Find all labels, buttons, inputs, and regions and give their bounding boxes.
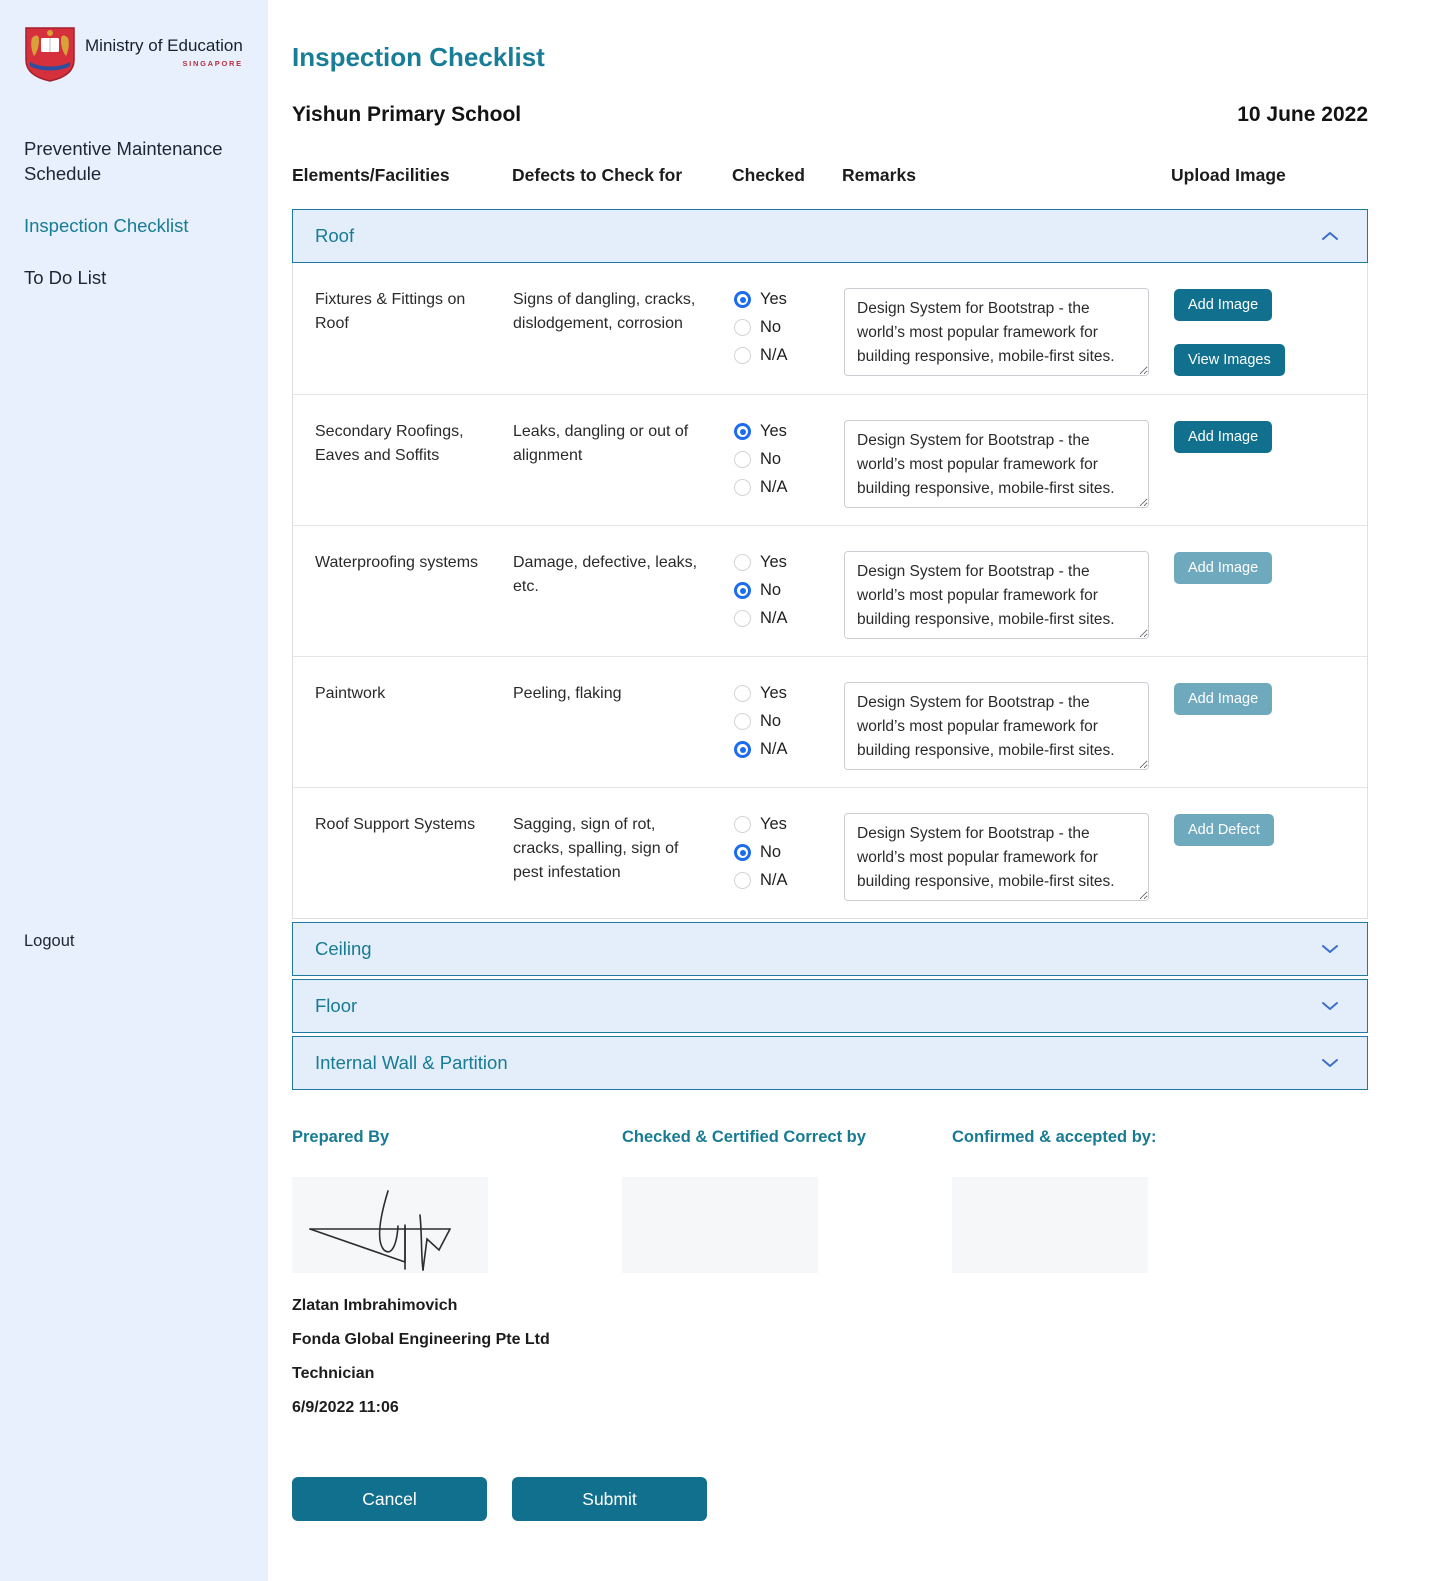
preparer-datetime: 6/9/2022 11:06 <box>292 1399 399 1416</box>
element-label: Fixtures & Fittings on Roof <box>315 291 466 332</box>
defects-label: Leaks, dangling or out of alignment <box>513 423 689 464</box>
element-label: Secondary Roofings, Eaves and Soffits <box>315 423 464 464</box>
school-row <box>292 103 1368 127</box>
sidebar-item-to-do-list[interactable]: To Do List <box>24 266 107 288</box>
remarks-cell <box>844 420 1174 525</box>
checked-certified-signature-box[interactable] <box>622 1177 818 1273</box>
radio-icon[interactable] <box>734 347 751 364</box>
checklist-rows <box>292 263 1368 919</box>
radio-icon[interactable] <box>734 291 751 308</box>
table-row <box>293 787 1367 918</box>
section-title: Roof <box>315 225 355 246</box>
chevron-up-icon[interactable] <box>1321 231 1339 241</box>
radio-label: Yes <box>760 290 787 308</box>
checked-radio-group <box>734 420 844 525</box>
radio-label: N/A <box>760 740 788 758</box>
brand-country: SINGAPORE <box>182 59 243 68</box>
brand-text <box>85 26 243 68</box>
radio-no[interactable] <box>734 712 844 731</box>
radio-icon[interactable] <box>734 319 751 336</box>
upload-cell <box>1174 288 1367 394</box>
radio-icon[interactable] <box>734 554 751 571</box>
radio-icon[interactable] <box>734 872 751 889</box>
defects-label: Sagging, sign of rot, cracks, spalling, sign of pest infestation <box>513 816 679 881</box>
checked-radio-group <box>734 813 844 918</box>
checked-radio-group <box>734 682 844 787</box>
preparer-name: Zlatan Imbrahimovich <box>292 1297 458 1314</box>
section-title: Floor <box>315 995 358 1016</box>
add-image-button[interactable]: Add Image <box>1174 683 1272 715</box>
radio-icon[interactable] <box>734 816 751 833</box>
element-label: Paintwork <box>315 685 386 702</box>
radio-no[interactable] <box>734 318 844 337</box>
upload-cell <box>1174 420 1367 525</box>
radio-na[interactable] <box>734 871 844 890</box>
remarks-input[interactable] <box>844 288 1149 376</box>
radio-icon[interactable] <box>734 610 751 627</box>
radio-label: Yes <box>760 553 787 571</box>
radio-na[interactable] <box>734 740 844 759</box>
radio-yes[interactable] <box>734 553 844 572</box>
radio-na[interactable] <box>734 609 844 628</box>
remarks-cell <box>844 551 1174 656</box>
checked-radio-group <box>734 288 844 394</box>
upload-cell <box>1174 682 1367 787</box>
radio-label: No <box>760 450 782 468</box>
radio-yes[interactable] <box>734 422 844 441</box>
section-title: Internal Wall & Partition <box>315 1052 508 1073</box>
table-row <box>293 394 1367 525</box>
signature-image <box>292 1177 488 1273</box>
add-image-button[interactable]: Add Image <box>1174 421 1272 453</box>
radio-no[interactable] <box>734 843 844 862</box>
radio-label: No <box>760 712 782 730</box>
preparer-role: Technician <box>292 1365 375 1382</box>
radio-icon[interactable] <box>734 741 751 758</box>
cancel-button[interactable]: Cancel <box>292 1477 487 1521</box>
add-defect-button[interactable]: Add Defect <box>1174 814 1274 846</box>
remarks-input[interactable] <box>844 813 1149 901</box>
remarks-cell <box>844 288 1174 394</box>
radio-label: No <box>760 581 782 599</box>
radio-label: N/A <box>760 609 788 627</box>
radio-icon[interactable] <box>734 423 751 440</box>
add-image-button[interactable]: Add Image <box>1174 552 1272 584</box>
radio-icon[interactable] <box>734 713 751 730</box>
radio-label: No <box>760 318 782 336</box>
element-label: Roof Support Systems <box>315 816 476 833</box>
defects-label: Peeling, flaking <box>513 685 622 702</box>
radio-no[interactable] <box>734 581 844 600</box>
checked-radio-group <box>734 551 844 656</box>
defects-label: Damage, defective, leaks, etc. <box>513 554 698 595</box>
checked-certified-title: Checked & Certified Correct by <box>622 1128 866 1146</box>
radio-na[interactable] <box>734 478 844 497</box>
radio-icon[interactable] <box>734 451 751 468</box>
radio-label: N/A <box>760 871 788 889</box>
school-name: Yishun Primary School <box>292 103 522 126</box>
radio-label: Yes <box>760 422 787 440</box>
inspection-date: 10 June 2022 <box>1237 103 1368 126</box>
preparer-company: Fonda Global Engineering Pte Ltd <box>292 1331 550 1348</box>
confirmed-accepted-title: Confirmed & accepted by: <box>952 1128 1157 1146</box>
confirmed-accepted-signature-box[interactable] <box>952 1177 1148 1273</box>
prepared-by-signature-box <box>292 1177 488 1273</box>
table-row <box>293 263 1367 394</box>
defects-label: Signs of dangling, cracks, dislodgement, corrosion <box>513 291 696 332</box>
column-checked: Checked <box>732 165 805 185</box>
section-header-internal-wall-partition[interactable] <box>292 1036 1368 1090</box>
table-row <box>293 525 1367 656</box>
sidebar-nav <box>0 137 268 291</box>
radio-icon[interactable] <box>734 844 751 861</box>
radio-icon[interactable] <box>734 582 751 599</box>
column-elements-facilities: Elements/Facilities <box>292 165 450 185</box>
confirmed-accepted-column <box>952 1128 1282 1433</box>
radio-yes[interactable] <box>734 684 844 703</box>
sidebar <box>0 0 268 1581</box>
remarks-input[interactable] <box>844 551 1149 639</box>
upload-cell <box>1174 813 1367 918</box>
prepared-by-details <box>292 1297 622 1417</box>
remarks-input[interactable] <box>844 420 1149 508</box>
section-title: Ceiling <box>315 938 372 959</box>
sidebar-item-preventive-maintenance-schedule[interactable]: Preventive Maintenance Schedule <box>24 138 223 184</box>
radio-yes[interactable] <box>734 290 844 309</box>
chevron-down-icon[interactable] <box>1321 944 1339 954</box>
upload-cell <box>1174 551 1367 656</box>
column-upload-image: Upload Image <box>1171 165 1286 185</box>
section-header-ceiling[interactable] <box>292 922 1368 976</box>
radio-label: Yes <box>760 815 787 833</box>
prepared-by-column <box>292 1128 622 1433</box>
remarks-cell <box>844 813 1174 918</box>
remarks-cell <box>844 682 1174 787</box>
column-defects: Defects to Check for <box>512 165 683 185</box>
radio-icon[interactable] <box>734 685 751 702</box>
page-title: Inspection Checklist <box>292 42 545 72</box>
radio-label: Yes <box>760 684 787 702</box>
submit-button[interactable]: Submit <box>512 1477 707 1521</box>
main-content <box>268 0 1440 1581</box>
table-row <box>293 656 1367 787</box>
moe-crest-logo <box>24 26 76 87</box>
prepared-by-title: Prepared By <box>292 1128 390 1146</box>
table-header <box>292 165 1368 186</box>
radio-label: N/A <box>760 478 788 496</box>
section-header-floor[interactable] <box>292 979 1368 1033</box>
section-header-roof[interactable] <box>292 209 1368 263</box>
radio-label: No <box>760 843 782 861</box>
checked-certified-column <box>622 1128 952 1433</box>
brand <box>0 0 268 87</box>
radio-icon[interactable] <box>734 479 751 496</box>
add-image-button[interactable]: Add Image <box>1174 289 1272 321</box>
radio-yes[interactable] <box>734 815 844 834</box>
chevron-down-icon[interactable] <box>1321 1058 1339 1068</box>
signoff-section <box>292 1128 1368 1433</box>
radio-na[interactable] <box>734 346 844 365</box>
radio-no[interactable] <box>734 450 844 469</box>
element-label: Waterproofing systems <box>315 554 479 571</box>
chevron-down-icon[interactable] <box>1321 1001 1339 1011</box>
sidebar-item-inspection-checklist[interactable]: Inspection Checklist <box>24 214 189 236</box>
radio-label: N/A <box>760 346 788 364</box>
logout-button[interactable]: Logout <box>24 932 75 950</box>
column-remarks: Remarks <box>842 165 916 185</box>
view-images-button[interactable]: View Images <box>1174 344 1285 376</box>
brand-name: Ministry of Education <box>85 36 243 55</box>
remarks-input[interactable] <box>844 682 1149 770</box>
form-actions <box>292 1477 1368 1521</box>
